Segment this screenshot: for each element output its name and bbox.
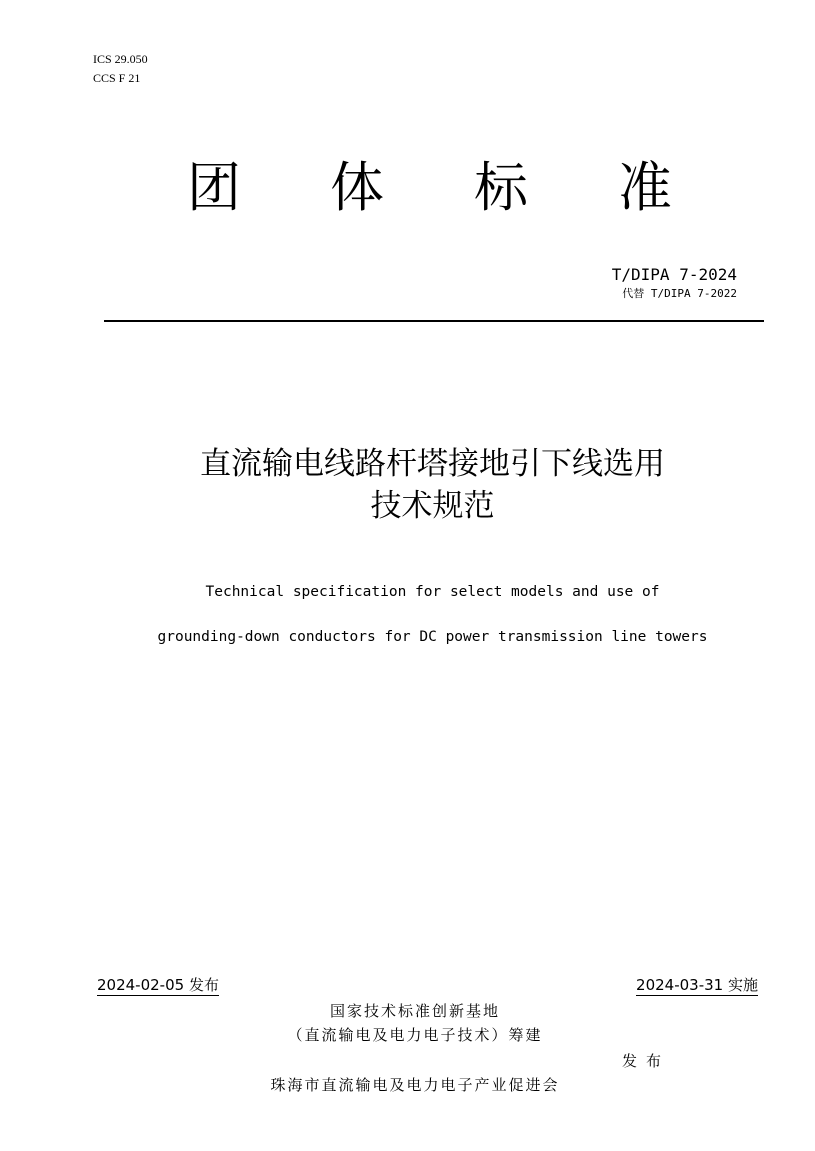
english-title-line-2: grounding-down conductors for DC power transmission line towers xyxy=(157,629,708,645)
heading-char-2: 体 xyxy=(330,156,384,219)
header-divider xyxy=(104,320,764,322)
classification-codes xyxy=(93,50,148,88)
issuer-line-2: （直流输电及电力电子技术）筹建 xyxy=(287,1026,543,1044)
chinese-title-line-1: 直流输电线路杆塔接地引下线选用 xyxy=(200,446,665,482)
publish-date: 2024-02-05 发布 xyxy=(97,976,219,994)
document-type-heading xyxy=(0,150,815,230)
ics-code: ICS 29.050 xyxy=(93,52,148,66)
ccs-code: CCS F 21 xyxy=(93,71,141,85)
replaced-standard: 代替 T/DIPA 7-2022 xyxy=(622,287,737,300)
standard-number-block xyxy=(612,264,737,302)
standard-number: T/DIPA 7-2024 xyxy=(611,265,737,284)
heading-char-4: 准 xyxy=(618,156,672,219)
publish-label: 发布 xyxy=(622,1052,671,1070)
english-title-line-1: Technical specification for select models and use of xyxy=(205,584,660,600)
chinese-title xyxy=(0,443,815,527)
english-title xyxy=(0,570,815,660)
issuer-line-1: 国家技术标准创新基地 xyxy=(329,1002,500,1020)
heading-char-1: 团 xyxy=(187,156,241,219)
chinese-title-line-2: 技术规范 xyxy=(370,488,495,524)
heading-char-3: 标 xyxy=(474,156,528,219)
issuer-line-3: 珠海市直流输电及电力电子产业促进会 xyxy=(270,1076,560,1094)
effective-date: 2024-03-31 实施 xyxy=(636,976,758,994)
